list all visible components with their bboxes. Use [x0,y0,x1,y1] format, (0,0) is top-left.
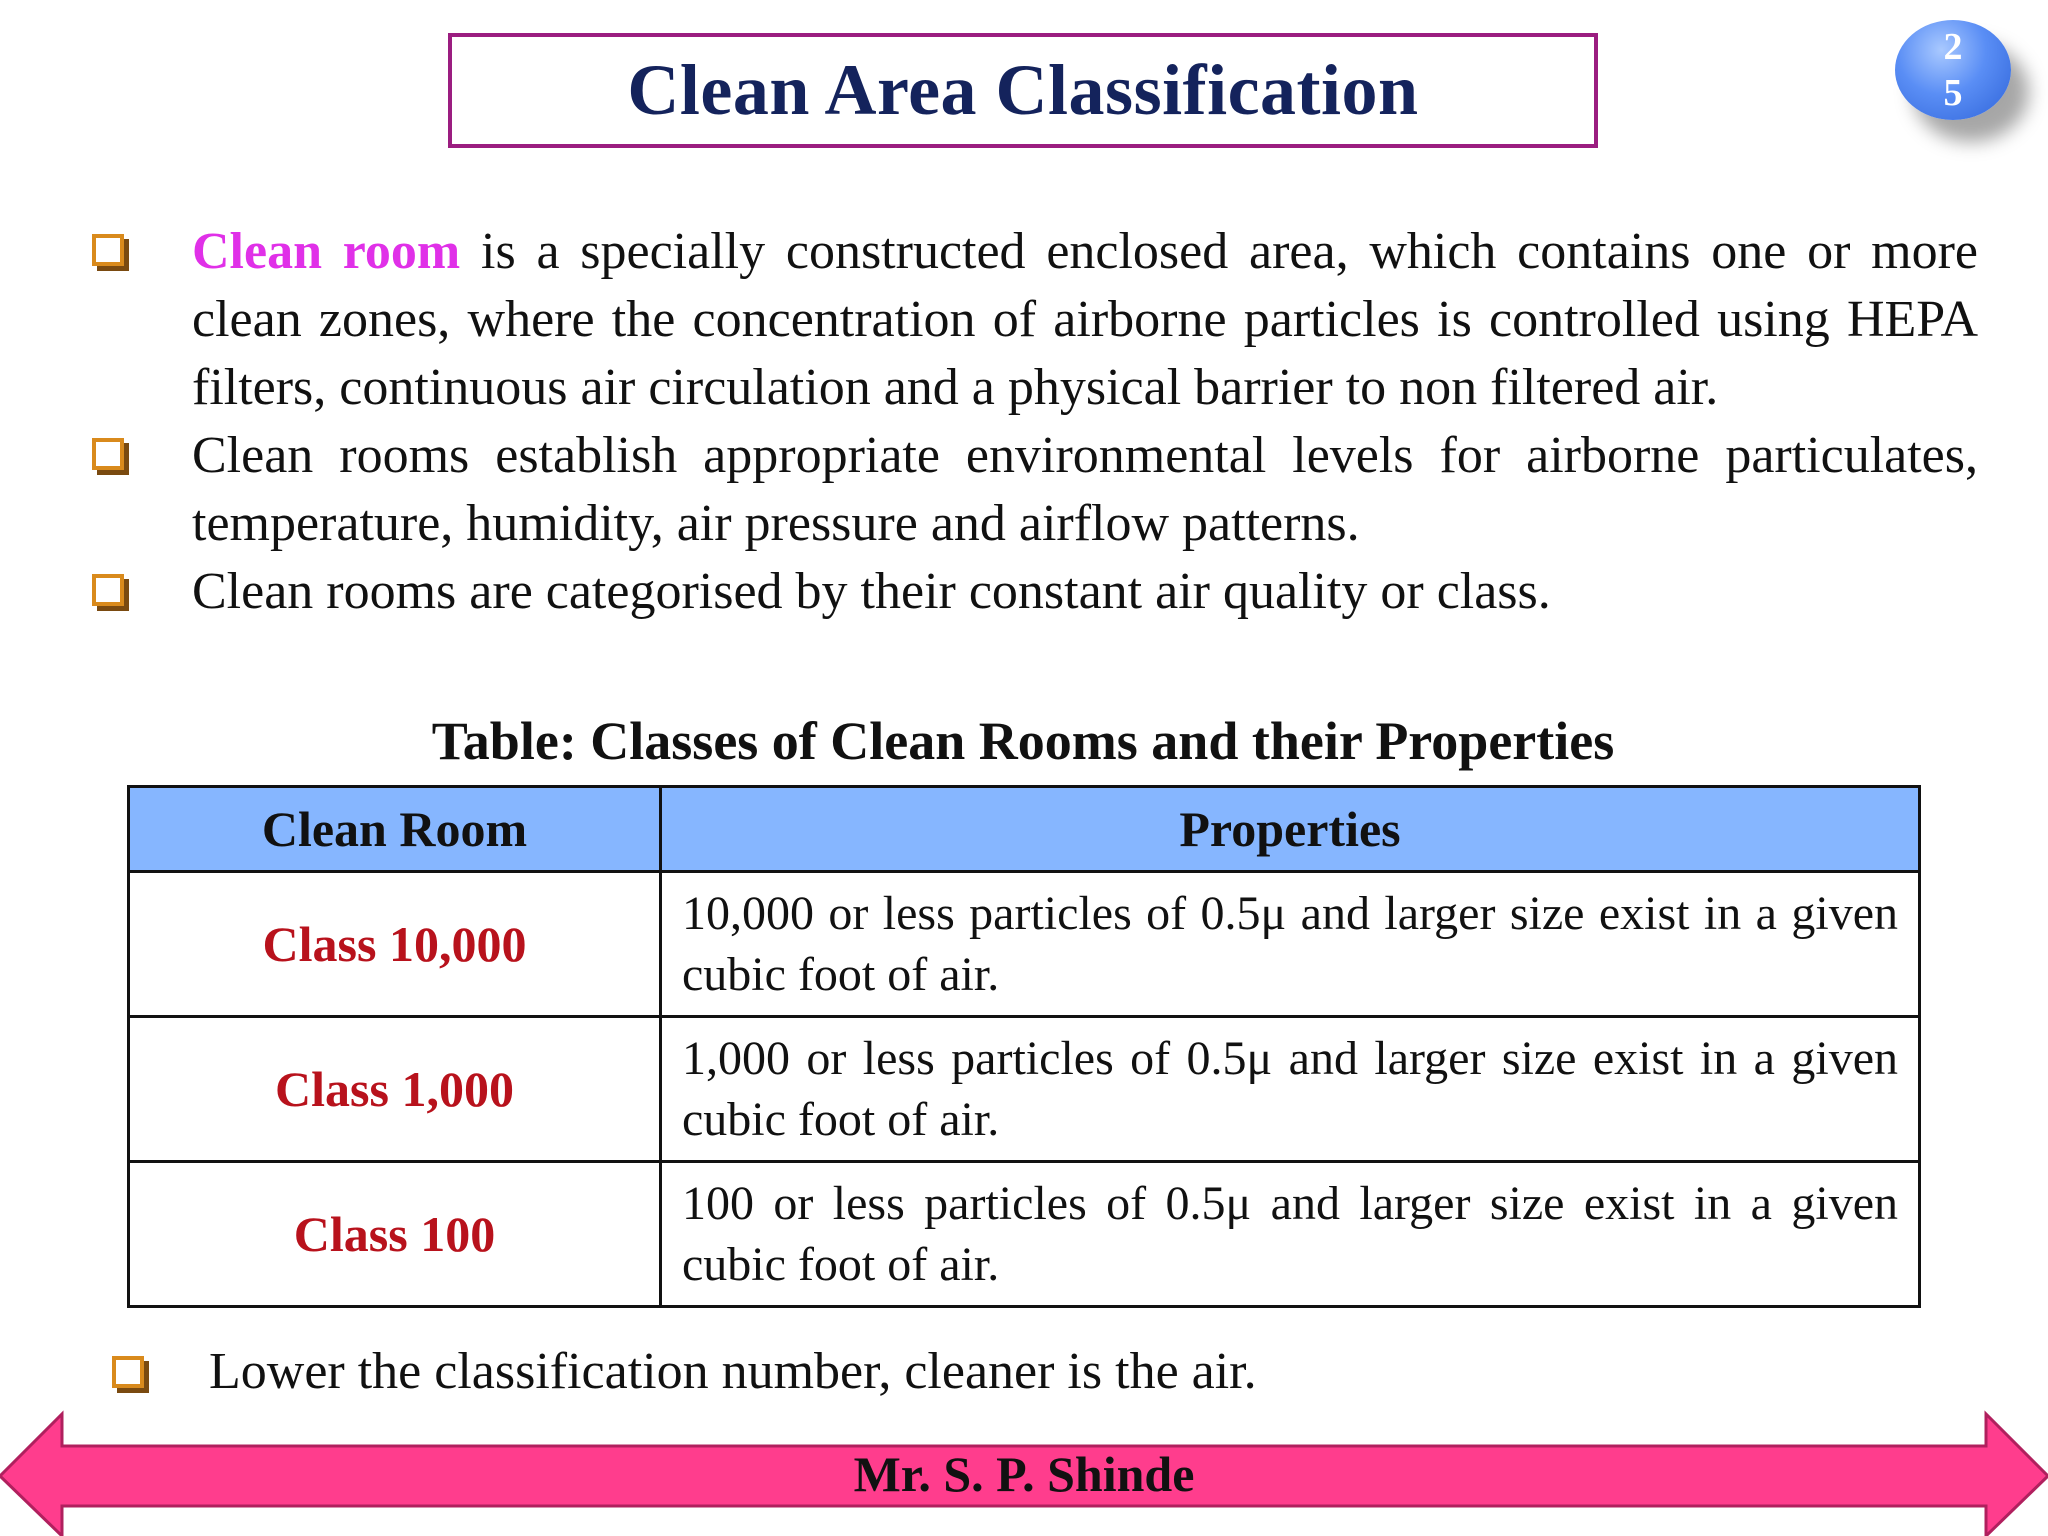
table-header-row [129,787,1920,872]
properties-cell: 10,000 or less particles of 0.5μ and larger size exist in a given cubic foot of air. [661,872,1920,1017]
bullet-text: Clean rooms are categorised by their constant air quality or class. [192,563,1551,620]
checkbox-bullet-icon [92,574,124,606]
table-caption: Table: Classes of Clean Rooms and their Properties [431,711,1615,771]
bullet-item-classification-number [110,1338,1257,1406]
page-number-digit-1: 2 [1943,26,1963,68]
footer-author: Mr. S. P. Shinde [853,1446,1195,1502]
properties-cell: 1,000 or less particles of 0.5μ and larger size exist in a given cubic foot of air. [661,1017,1920,1162]
bullet-text: is a specially constructed enclosed area, which contains one or more clean zones, where the concentration of airborne particles is controlled using HEPA filters, continuous air circulation and a physical barrier to non filtered air. [192,223,1978,416]
bullet-list [88,218,1978,626]
checkbox-bullet-icon [92,234,124,266]
bullet-item-clean-room-definition [88,218,1978,422]
checkbox-bullet-icon [92,438,124,470]
header-properties: Properties [661,787,1920,872]
title-box [448,33,1598,148]
page-number-badge [1895,20,2011,120]
page-title: Clean Area Classification [627,50,1419,130]
table-row [129,1017,1920,1162]
class-name-cell: Class 1,000 [129,1017,661,1162]
checkbox-bullet-icon [112,1356,144,1388]
clean-room-classes-table [127,785,1921,1308]
bullet-item-categorisation [88,558,1978,626]
bullet-text: Lower the classification number, cleaner is the air. [209,1343,1257,1400]
highlight-term: Clean room [192,223,461,280]
header-clean-room: Clean Room [129,787,661,872]
class-name-cell: Class 10,000 [129,872,661,1017]
bullet-text: Clean rooms establish appropriate environmental levels for airborne particulates, temperature, humidity, air pressure and airflow patterns. [192,427,1978,552]
table-row [129,1162,1920,1307]
bullet-item-environmental-levels [88,422,1978,558]
properties-cell: 100 or less particles of 0.5μ and larger size exist in a given cubic foot of air. [661,1162,1920,1307]
page-number-digit-2: 5 [1943,72,1963,114]
table-row [129,872,1920,1017]
class-name-cell: Class 100 [129,1162,661,1307]
